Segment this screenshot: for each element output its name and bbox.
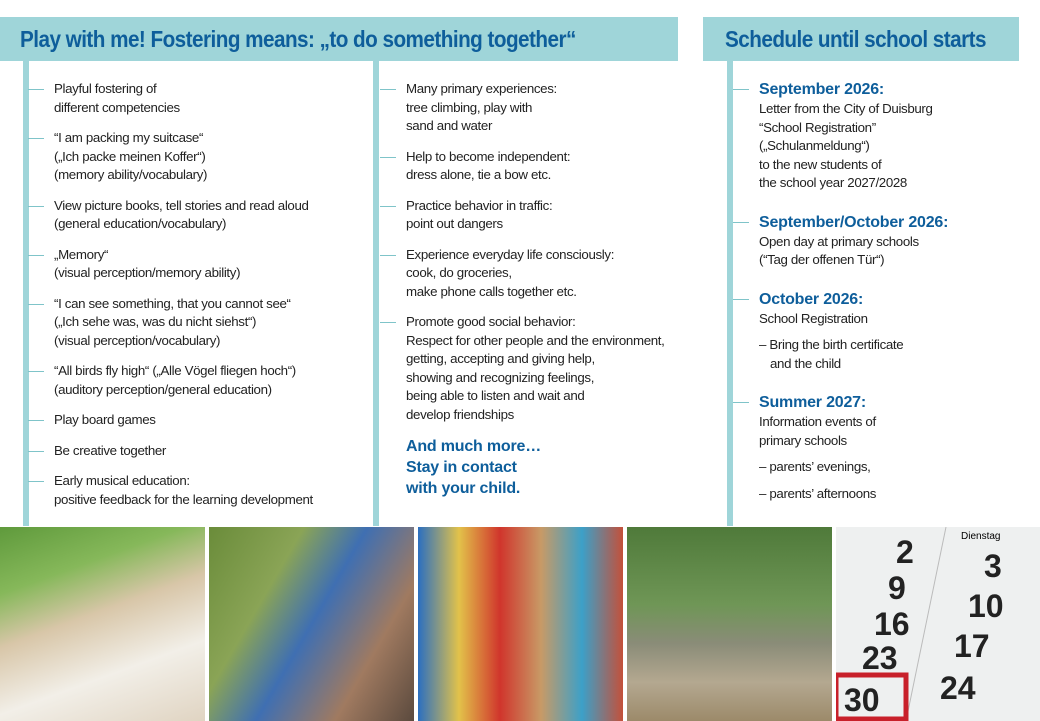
item-line: Promote good social behavior: xyxy=(406,314,576,329)
calendar-graphic xyxy=(836,527,1040,721)
item-line: “I can see something, that you cannot see“ xyxy=(54,295,291,311)
photo-strip xyxy=(0,527,1040,721)
schedule-subline: and the child xyxy=(770,355,841,371)
item-line: “I am packing my suitcase“ xyxy=(54,130,204,145)
schedule-title-text: Schedule until school starts xyxy=(725,25,986,52)
calendar-number: 3 xyxy=(984,548,1002,584)
item-line: (general education/vocabulary) xyxy=(54,216,227,231)
photo-child-balancing xyxy=(627,527,832,721)
item-line: (visual perception/vocabulary) xyxy=(54,332,221,348)
schedule-entry xyxy=(759,393,948,503)
schedule-list xyxy=(759,80,948,523)
list-item xyxy=(406,148,665,185)
schedule-line: primary schools xyxy=(759,432,847,448)
item-line: Respect for other people and the environment, xyxy=(406,332,665,348)
fostering-list-1 xyxy=(54,80,313,521)
list-item xyxy=(54,80,313,117)
list-item xyxy=(54,197,313,234)
item-line: Be creative together xyxy=(54,442,167,458)
calendar-day: Dienstag xyxy=(961,531,1001,542)
item-line: develop friendships xyxy=(406,406,514,422)
schedule-date: Summer 2027: xyxy=(759,394,866,411)
item-line: (visual perception/memory ability) xyxy=(54,265,241,280)
page-title xyxy=(0,17,678,61)
closing-line: Stay in contact xyxy=(406,459,517,476)
schedule-line: („Schulanmeldung“) xyxy=(759,138,870,153)
list-item xyxy=(406,80,665,136)
calendar-number: 10 xyxy=(968,588,1004,624)
schedule-line: “School Registration” xyxy=(759,119,876,135)
schedule-date: September/October 2026: xyxy=(759,213,949,231)
photo-child-writing xyxy=(0,527,205,721)
divider xyxy=(23,61,29,526)
schedule-title xyxy=(703,17,1019,61)
item-line: (auditory perception/general education) xyxy=(54,381,272,397)
item-line: Practice behavior in traffic: xyxy=(406,197,553,213)
item-line: point out dangers xyxy=(406,216,503,231)
item-line: (memory ability/vocabulary) xyxy=(54,167,208,182)
closing-note xyxy=(406,436,665,499)
item-line: sand and water xyxy=(406,118,493,133)
calendar-number: 23 xyxy=(862,640,898,676)
schedule-subline: – parents’ afternoons xyxy=(759,485,877,501)
schedule-entry xyxy=(759,290,948,374)
divider xyxy=(373,61,379,526)
schedule-date: September 2026: xyxy=(759,81,885,98)
schedule-line: the school year 2027/2028 xyxy=(759,175,907,190)
list-item xyxy=(406,246,665,302)
photo-calendar xyxy=(836,527,1040,721)
schedule-line: Information events of xyxy=(759,414,876,429)
schedule-subline: – Bring the birth certificate xyxy=(759,337,904,352)
list-item xyxy=(406,197,665,234)
item-line: being able to listen and wait and xyxy=(406,388,585,403)
item-line: „Memory“ xyxy=(54,246,109,262)
list-item xyxy=(54,472,313,509)
photo-child-painting xyxy=(209,527,414,721)
item-line: Playful fostering of xyxy=(54,81,157,96)
schedule-entry xyxy=(759,80,948,193)
item-line: dress alone, tie a bow etc. xyxy=(406,167,552,182)
item-line: cook, do groceries, xyxy=(406,265,512,280)
list-item xyxy=(54,442,313,461)
list-item xyxy=(54,411,313,430)
item-line: Experience everyday life consciously: xyxy=(406,246,615,262)
calendar-number: 16 xyxy=(874,606,910,642)
schedule-subline: – parents’ evenings, xyxy=(759,459,871,474)
item-line: tree climbing, play with xyxy=(406,99,533,115)
item-line: getting, accepting and giving help, xyxy=(406,351,595,366)
schedule-line: Open day at primary schools xyxy=(759,233,919,249)
page-title-text: Play with me! Fostering means: „to do something together“ xyxy=(20,25,576,52)
schedule-entry xyxy=(759,213,948,270)
item-line: Help to become independent: xyxy=(406,148,571,164)
photo-toys xyxy=(418,527,623,721)
closing-line: And much more… xyxy=(406,438,541,455)
list-item xyxy=(406,313,665,424)
item-line: Many primary experiences: xyxy=(406,81,557,96)
calendar-number: 24 xyxy=(940,670,976,706)
schedule-line: Letter from the City of Duisburg xyxy=(759,101,933,116)
calendar-number: 17 xyxy=(954,628,990,664)
calendar-number: 9 xyxy=(888,570,906,606)
item-line: make phone calls together etc. xyxy=(406,283,577,299)
item-line: („Ich packe meinen Koffer“) xyxy=(54,148,206,164)
calendar-number: 30 xyxy=(844,682,880,718)
item-line: Play board games xyxy=(54,412,156,427)
item-line: View picture books, tell stories and read aloud xyxy=(54,197,309,213)
schedule-date: October 2026: xyxy=(759,290,864,308)
list-item xyxy=(54,129,313,185)
item-line: “All birds fly high“ („Alle Vögel fliegen hoch“) xyxy=(54,363,296,378)
closing-line: with your child. xyxy=(406,480,521,497)
item-line: different competencies xyxy=(54,99,180,115)
list-item xyxy=(54,362,313,399)
schedule-line: (“Tag der offenen Tür“) xyxy=(759,252,885,267)
divider xyxy=(727,61,733,526)
item-line: („Ich sehe was, was du nicht siehst“) xyxy=(54,314,257,329)
list-item xyxy=(54,246,313,283)
item-line: positive feedback for the learning development xyxy=(54,491,313,507)
item-line: Early musical education: xyxy=(54,473,190,488)
item-line: showing and recognizing feelings, xyxy=(406,369,595,385)
list-item xyxy=(54,295,313,351)
schedule-line: to the new students of xyxy=(759,156,882,172)
schedule-line: School Registration xyxy=(759,310,868,326)
calendar-number: 2 xyxy=(896,534,914,570)
fostering-list-2 xyxy=(406,80,665,499)
